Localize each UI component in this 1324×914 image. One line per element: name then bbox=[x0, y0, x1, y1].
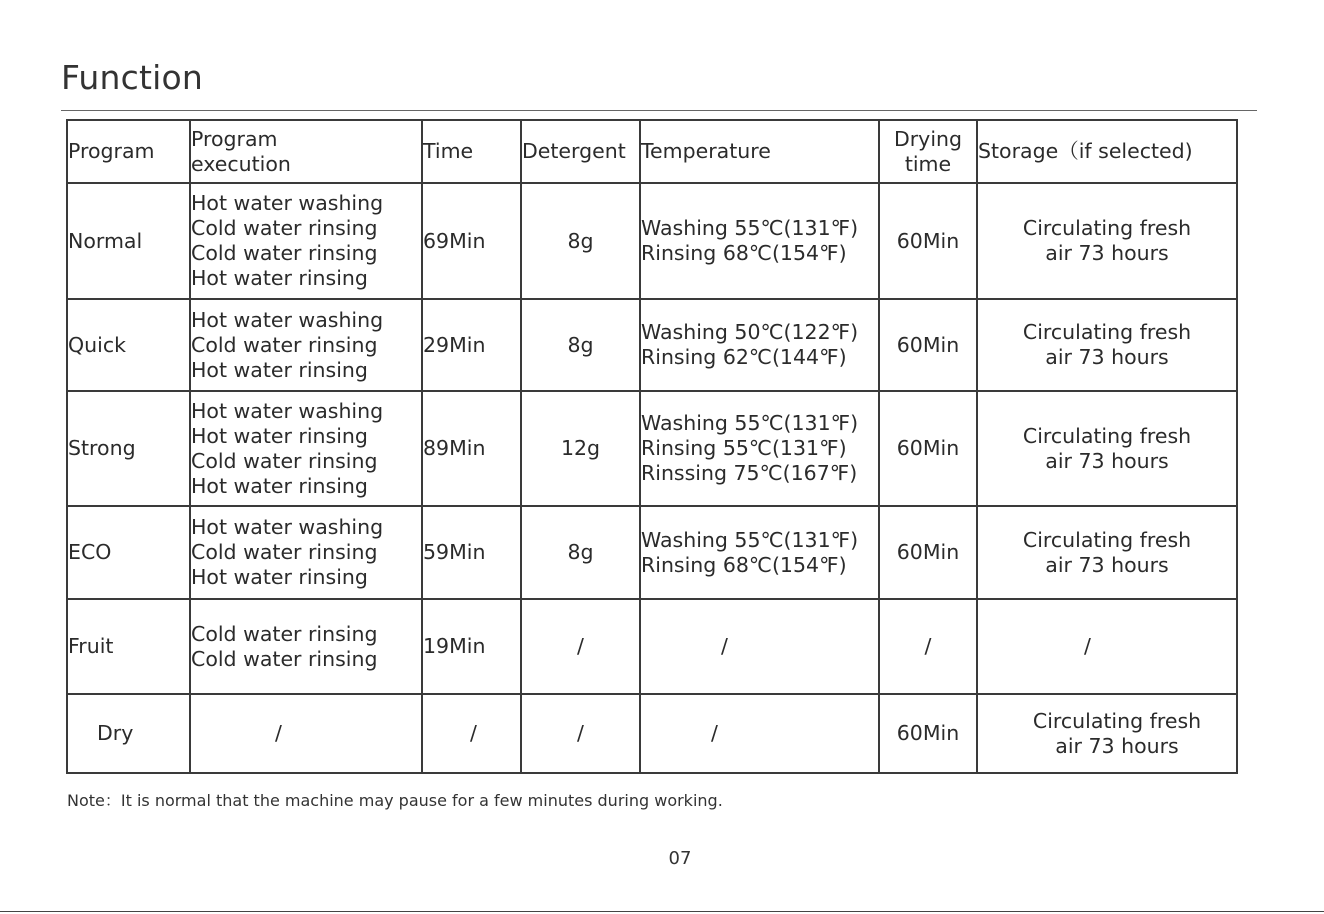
program-execution bbox=[190, 391, 422, 506]
execution-step: Cold water rinsing bbox=[191, 241, 378, 265]
table-row bbox=[67, 694, 1237, 773]
temperature-line: Rinsing 55℃(131℉) bbox=[641, 436, 847, 460]
header-program-execution bbox=[190, 120, 422, 183]
program-detergent: / bbox=[521, 599, 640, 694]
program-storage bbox=[977, 599, 1237, 694]
header-execution-line: Program bbox=[191, 126, 278, 151]
execution-step: Hot water rinsing bbox=[191, 473, 368, 498]
program-name: ECO bbox=[67, 506, 190, 599]
title-divider bbox=[61, 110, 1257, 111]
function-table bbox=[66, 119, 1238, 774]
execution-step: Cold water rinsing bbox=[191, 621, 378, 646]
header-program: Program bbox=[67, 120, 190, 183]
program-time: 19Min bbox=[422, 599, 521, 694]
page-title: Function bbox=[61, 58, 203, 97]
program-name: Dry bbox=[67, 694, 190, 773]
storage-line: air 73 hours bbox=[1055, 733, 1179, 758]
temperature-line: / bbox=[711, 721, 718, 745]
header-drying-time bbox=[879, 120, 977, 183]
program-drying-time: / bbox=[879, 599, 977, 694]
program-storage bbox=[977, 391, 1237, 506]
program-storage bbox=[977, 299, 1237, 391]
header-row bbox=[67, 120, 1237, 183]
header-execution-line: execution bbox=[191, 151, 291, 176]
header-storage: Storage（if selected) bbox=[977, 120, 1237, 183]
header-time: Time bbox=[422, 120, 521, 183]
program-detergent: / bbox=[521, 694, 640, 773]
program-drying-time: 60Min bbox=[879, 183, 977, 299]
program-execution bbox=[190, 299, 422, 391]
table-row bbox=[67, 299, 1237, 391]
program-detergent: 8g bbox=[521, 183, 640, 299]
program-detergent: 12g bbox=[521, 391, 640, 506]
execution-step: Hot water rinsing bbox=[191, 565, 368, 589]
program-execution bbox=[190, 506, 422, 599]
temperature-line: / bbox=[721, 634, 728, 658]
page-number: 07 bbox=[668, 848, 692, 869]
execution-step: Cold water rinsing bbox=[191, 216, 378, 240]
execution-step: Hot water washing bbox=[191, 307, 384, 332]
program-name: Normal bbox=[67, 183, 190, 299]
program-storage bbox=[977, 506, 1237, 599]
header-drying-line: time bbox=[904, 151, 952, 176]
temperature-line: Rinssing 75℃(167℉) bbox=[641, 461, 858, 485]
program-time: 69Min bbox=[422, 183, 521, 299]
execution-step: Hot water washing bbox=[191, 398, 384, 423]
execution-step: Cold water rinsing bbox=[191, 448, 378, 473]
program-execution bbox=[190, 599, 422, 694]
bottom-divider bbox=[0, 911, 1324, 912]
program-temperature bbox=[640, 506, 879, 599]
footnote: Note：It is normal that the machine may pause for a few minutes during working. bbox=[67, 791, 723, 810]
table-row bbox=[67, 183, 1237, 299]
temperature-line: Rinsing 68℃(154℉) bbox=[641, 241, 847, 265]
program-storage bbox=[977, 183, 1237, 299]
storage-line: Circulating fresh bbox=[1022, 216, 1192, 240]
temperature-line: Rinsing 68℃(154℉) bbox=[641, 552, 847, 577]
execution-step: Cold water rinsing bbox=[191, 540, 378, 564]
program-execution bbox=[190, 183, 422, 299]
header-drying-line: Drying bbox=[893, 126, 963, 151]
program-time: / bbox=[422, 694, 521, 773]
program-detergent: 8g bbox=[521, 506, 640, 599]
temperature-line: Washing 55℃(131℉) bbox=[641, 527, 859, 552]
program-detergent: 8g bbox=[521, 299, 640, 391]
temperature-line: Washing 50℃(122℉) bbox=[641, 320, 859, 344]
storage-line: / bbox=[1084, 634, 1091, 658]
program-time: 59Min bbox=[422, 506, 521, 599]
program-temperature bbox=[640, 299, 879, 391]
program-temperature bbox=[640, 391, 879, 506]
table-row bbox=[67, 599, 1237, 694]
header-temperature: Temperature bbox=[640, 120, 879, 183]
program-time: 89Min bbox=[422, 391, 521, 506]
program-temperature bbox=[640, 183, 879, 299]
program-time: 29Min bbox=[422, 299, 521, 391]
storage-line: air 73 hours bbox=[1045, 241, 1169, 265]
temperature-line: Washing 55℃(131℉) bbox=[641, 216, 859, 240]
program-storage bbox=[977, 694, 1237, 773]
storage-line: Circulating fresh bbox=[1022, 320, 1192, 344]
program-drying-time: 60Min bbox=[879, 694, 977, 773]
temperature-line: Washing 55℃(131℉) bbox=[641, 411, 859, 435]
execution-step: Cold water rinsing bbox=[191, 646, 378, 671]
storage-line: air 73 hours bbox=[1045, 552, 1169, 577]
program-execution bbox=[190, 694, 422, 773]
execution-step: Hot water washing bbox=[191, 191, 384, 215]
program-temperature bbox=[640, 599, 879, 694]
execution-step: Cold water rinsing bbox=[191, 332, 378, 357]
program-name: Fruit bbox=[67, 599, 190, 694]
temperature-line: Rinsing 62℃(144℉) bbox=[641, 345, 847, 369]
storage-line: Circulating fresh bbox=[1032, 708, 1202, 733]
header-detergent: Detergent bbox=[521, 120, 640, 183]
table-row bbox=[67, 391, 1237, 506]
execution-step: Hot water rinsing bbox=[191, 357, 368, 382]
table-row bbox=[67, 506, 1237, 599]
storage-line: Circulating fresh bbox=[1022, 423, 1192, 448]
storage-line: Circulating fresh bbox=[1022, 527, 1192, 552]
program-name: Strong bbox=[67, 391, 190, 506]
storage-line: air 73 hours bbox=[1045, 448, 1169, 473]
execution-step: Hot water washing bbox=[191, 515, 384, 539]
program-name: Quick bbox=[67, 299, 190, 391]
execution-step: Hot water rinsing bbox=[191, 266, 368, 290]
program-temperature bbox=[640, 694, 879, 773]
storage-line: air 73 hours bbox=[1045, 345, 1169, 369]
program-drying-time: 60Min bbox=[879, 391, 977, 506]
execution-step: / bbox=[275, 721, 282, 745]
execution-step: Hot water rinsing bbox=[191, 423, 368, 448]
program-drying-time: 60Min bbox=[879, 299, 977, 391]
program-drying-time: 60Min bbox=[879, 506, 977, 599]
